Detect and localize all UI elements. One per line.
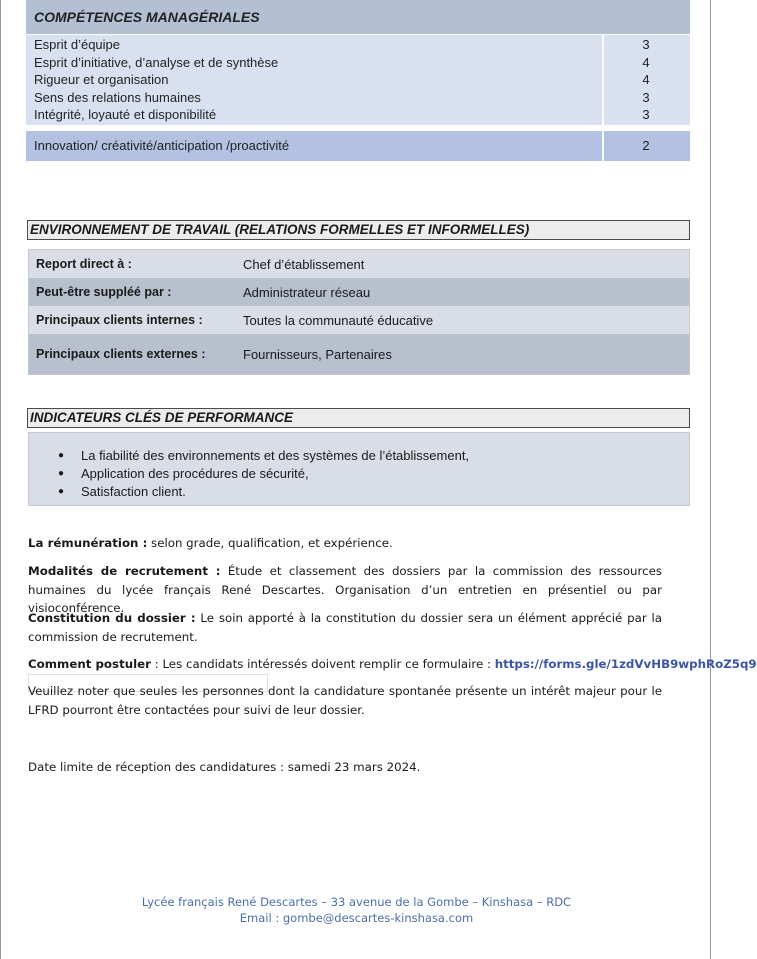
remuneration-paragraph	[28, 534, 662, 553]
competence-label: Intégrité, loyauté et disponibilité	[34, 107, 217, 123]
competence-score: 2	[642, 138, 650, 153]
competence-score: 4	[642, 72, 650, 88]
list-item	[58, 483, 186, 501]
constitution-text: Le soin apporté à la constitution du dossier sera un élément apprécié par la commission de recrutement.	[28, 611, 662, 644]
date-limite: Date limite de réception des candidatures : samedi 23 mars 2024.	[28, 760, 421, 774]
bullet-icon: ●	[58, 468, 65, 479]
row-value: Fournisseurs, Partenaires	[243, 347, 392, 362]
table-row	[29, 278, 689, 306]
competences-title: COMPÉTENCES MANAGÉRIALES	[26, 0, 690, 34]
bullet-icon: ●	[58, 450, 65, 461]
modalites-label: Modalités de recrutement :	[28, 564, 221, 578]
row-value: Chef d’établissement	[243, 257, 365, 272]
list-item-text: Satisfaction client.	[81, 484, 186, 499]
row-value: Toutes la communauté éducative	[243, 313, 434, 328]
list-item	[58, 447, 470, 465]
row-key: Principaux clients externes :	[36, 347, 206, 361]
environnement-title: ENVIRONNEMENT DE TRAVAIL (RELATIONS FORMELLES ET INFORMELLES)	[27, 220, 690, 240]
row-key: Report direct à :	[36, 257, 132, 271]
table-row	[29, 306, 689, 334]
row-value: Administrateur réseau	[243, 285, 371, 300]
list-item-text: Application des procédures de sécurité,	[81, 466, 309, 481]
competence-score: 3	[642, 89, 650, 105]
postuler-label: Comment postuler	[28, 657, 151, 671]
footer-email: Email : gombe@descartes-kinshasa.com	[239, 911, 474, 925]
competence-label: Sens des relations humaines	[34, 89, 201, 105]
competences-table	[26, 35, 690, 125]
constitution-label: Constitution du dossier :	[28, 611, 196, 625]
competence-last-row	[26, 131, 690, 161]
row-key: Principaux clients internes :	[36, 313, 203, 327]
indicateurs-list	[28, 432, 690, 506]
competence-label: Rigueur et organisation	[34, 72, 169, 88]
competence-label: Esprit d’équipe	[34, 37, 120, 52]
note-paragraph: Veuillez noter que seules les personnes dont la candidature spontanée présente un intérêt majeur pour le LFRD pourront être contactées pour suivi de leur dossier.	[28, 684, 662, 717]
competence-score: 3	[642, 37, 650, 52]
table-row	[29, 334, 689, 374]
postuler-text: : Les candidats intéressés doivent remplir ce formulaire :	[150, 657, 495, 671]
competence-score: 3	[642, 107, 650, 123]
competence-label: Esprit d’initiative, d’analyse et de synthèse	[34, 54, 279, 70]
row-key: Peut-être suppléé par :	[36, 285, 172, 299]
competence-label: Innovation/ créativité/anticipation /proactivité	[34, 138, 290, 153]
list-item-text: La fiabilité des environnements et des systèmes de l’établissement,	[81, 448, 470, 463]
environnement-table	[28, 249, 690, 375]
table-row	[29, 250, 689, 278]
modalites-text: Étude et classement des dossiers par la commission des ressources humaines du lycée français René Descartes. Organisation d’un entretien en présentiel ou par visioconférence.	[28, 564, 663, 616]
footer-address: Lycée français René Descartes – 33 avenue de la Gombe – Kinshasa – RDC	[141, 895, 572, 909]
competence-score: 4	[642, 54, 650, 70]
remuneration-text: selon grade, qualification, et expérience.	[147, 536, 393, 550]
indicateurs-title: INDICATEURS CLÉS DE PERFORMANCE	[27, 408, 690, 428]
bullet-icon: ●	[58, 486, 65, 497]
table-divider	[602, 35, 604, 125]
list-item	[58, 465, 309, 483]
form-link[interactable]: https://forms.gle/1zdVvHB9wphRoZ5q9	[494, 657, 757, 671]
postuler-paragraph	[28, 655, 757, 674]
remuneration-label: La rémunération :	[28, 536, 148, 550]
table-divider	[602, 131, 604, 161]
constitution-paragraph	[28, 609, 662, 646]
